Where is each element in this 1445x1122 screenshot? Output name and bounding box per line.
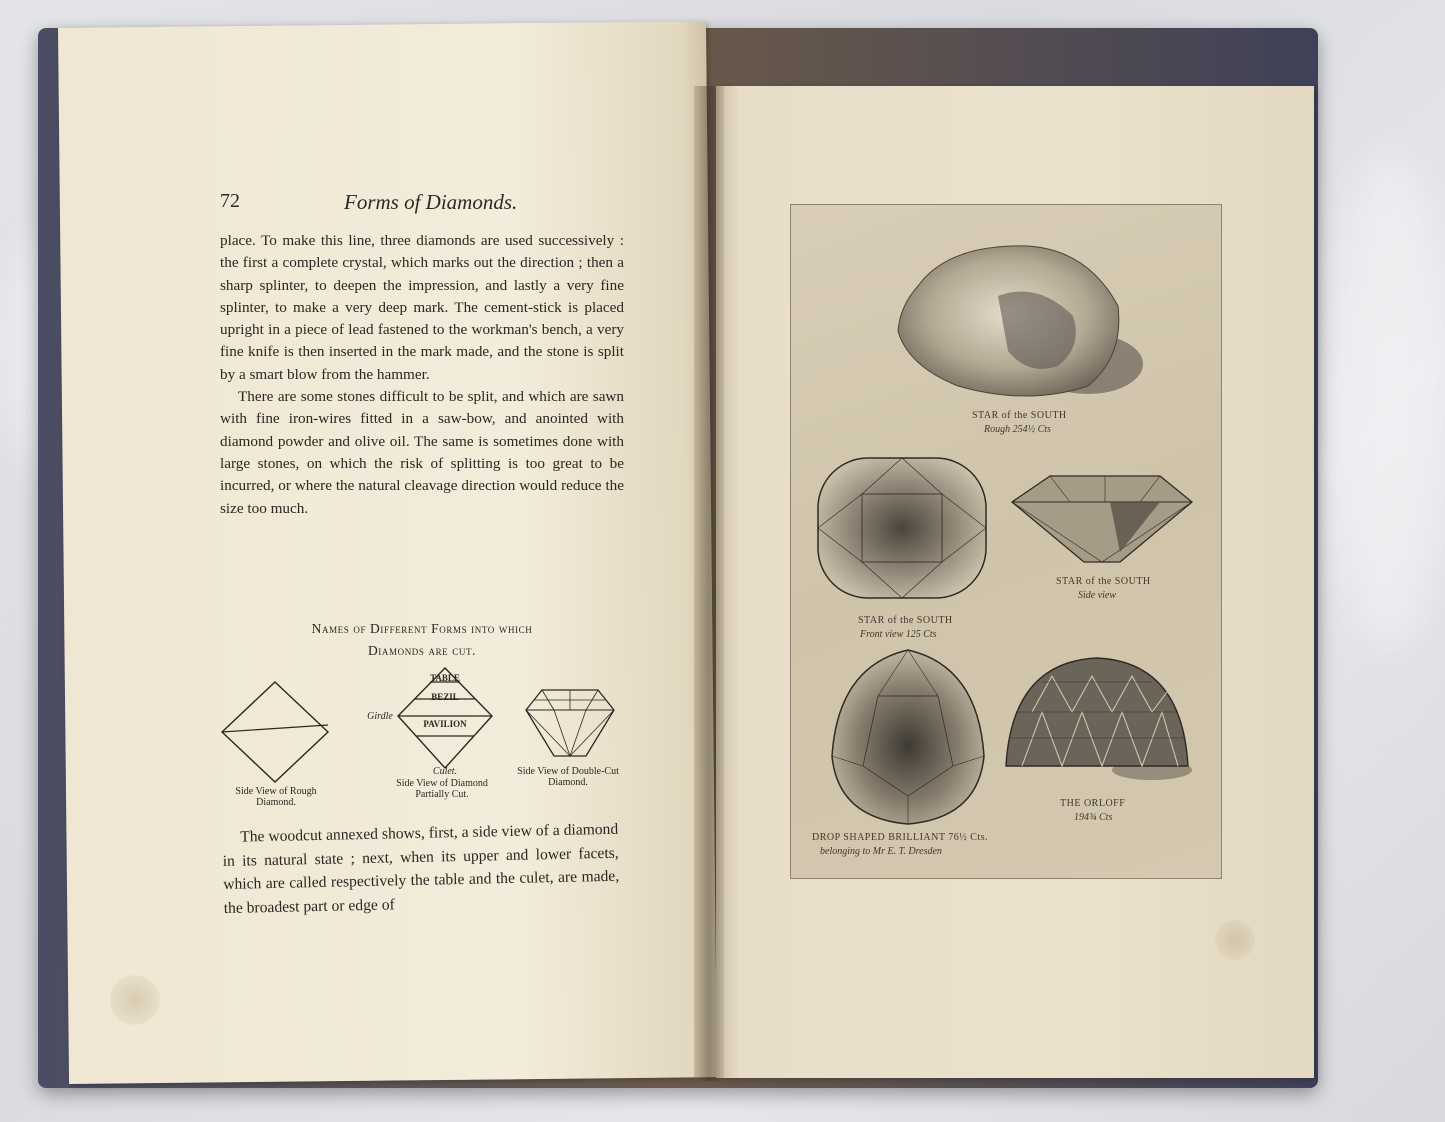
running-title: Forms of Diamonds. (344, 190, 518, 214)
figure-title-line: Names of Different Forms into which (311, 621, 533, 636)
bezil-label: BEZIL (431, 692, 459, 702)
plate-subcaption: 194¾ Cts (1074, 812, 1113, 823)
figure-title-line: Diamonds are cut. (367, 643, 477, 658)
foxing-stain (1215, 920, 1255, 960)
plate-subcaption: Side view (1078, 590, 1117, 601)
paragraph: There are some stones difficult to be split, and which are sawn with fine iron-wires fitted in a saw-bow, and anointed with diamond powder and olive oil. The same is sometimes done with large stones, on which the risk of splitting is too great to be incurred, or where the natural cleavage direction would reduce the size too much. (220, 388, 624, 517)
rough-diamond-illustration (888, 236, 1148, 412)
double-cut-diagram (524, 688, 616, 760)
paragraph: The woodcut annexed shows, first, a side view of a diamond in its natural state ; next, when its upper and lower facets, which are called respectively the table and the culet, are made, the broadest part or edge of (222, 820, 620, 917)
table-label: TABLE (430, 673, 460, 683)
pavilion-label: PAVILION (423, 719, 467, 729)
body-text (220, 230, 624, 520)
plate-caption: STAR of the SOUTH (1056, 576, 1151, 587)
side-view-diamond-illustration (1010, 472, 1194, 568)
plate-caption: STAR of the SOUTH (972, 410, 1067, 421)
culet-label: Culet. (432, 766, 458, 777)
page-number: 72 (220, 190, 240, 212)
drop-brilliant-illustration (828, 646, 988, 828)
plate-subcaption: Front view 125 Cts (860, 629, 937, 640)
figure-caption: Side View of Double-Cut Diamond. (517, 766, 619, 788)
figure-caption: Side View of Rough Diamond. (235, 786, 317, 808)
plate-caption: THE ORLOFF (1060, 798, 1126, 809)
left-page (58, 21, 717, 1084)
girdle-label: Girdle (367, 711, 393, 722)
plate-caption: DROP SHAPED BRILLIANT 76½ Cts. (812, 832, 989, 843)
cloth-highlight (1330, 150, 1445, 650)
cushion-diamond-illustration (814, 454, 990, 606)
rough-diamond-diagram (220, 680, 332, 786)
foxing-stain (110, 975, 160, 1025)
plate-subcaption: Rough 254½ Cts (984, 424, 1051, 435)
figure-title (220, 618, 624, 662)
figure-caption: Side View of Diamond Partially Cut. (396, 778, 488, 800)
plate-caption: STAR of the SOUTH (858, 615, 953, 626)
body-text (222, 818, 620, 920)
paragraph: place. To make this line, three diamonds are used successively : the first a complete crystal, which marks out the direction ; then a sharp splinter, to deepen the impression, and lastly a very fine splinter, to make a very deep mark. The cement-stick is placed upright in a piece of lead fastened to the workman's bench, a very fine knife is then inserted in the mark made, and the stone is split by a smart blow from the hammer. (220, 232, 624, 383)
plate-subcaption: belonging to Mr E. T. Dresden (820, 846, 942, 857)
book-gutter (694, 86, 724, 1081)
orloff-diamond-illustration (1002, 652, 1192, 782)
